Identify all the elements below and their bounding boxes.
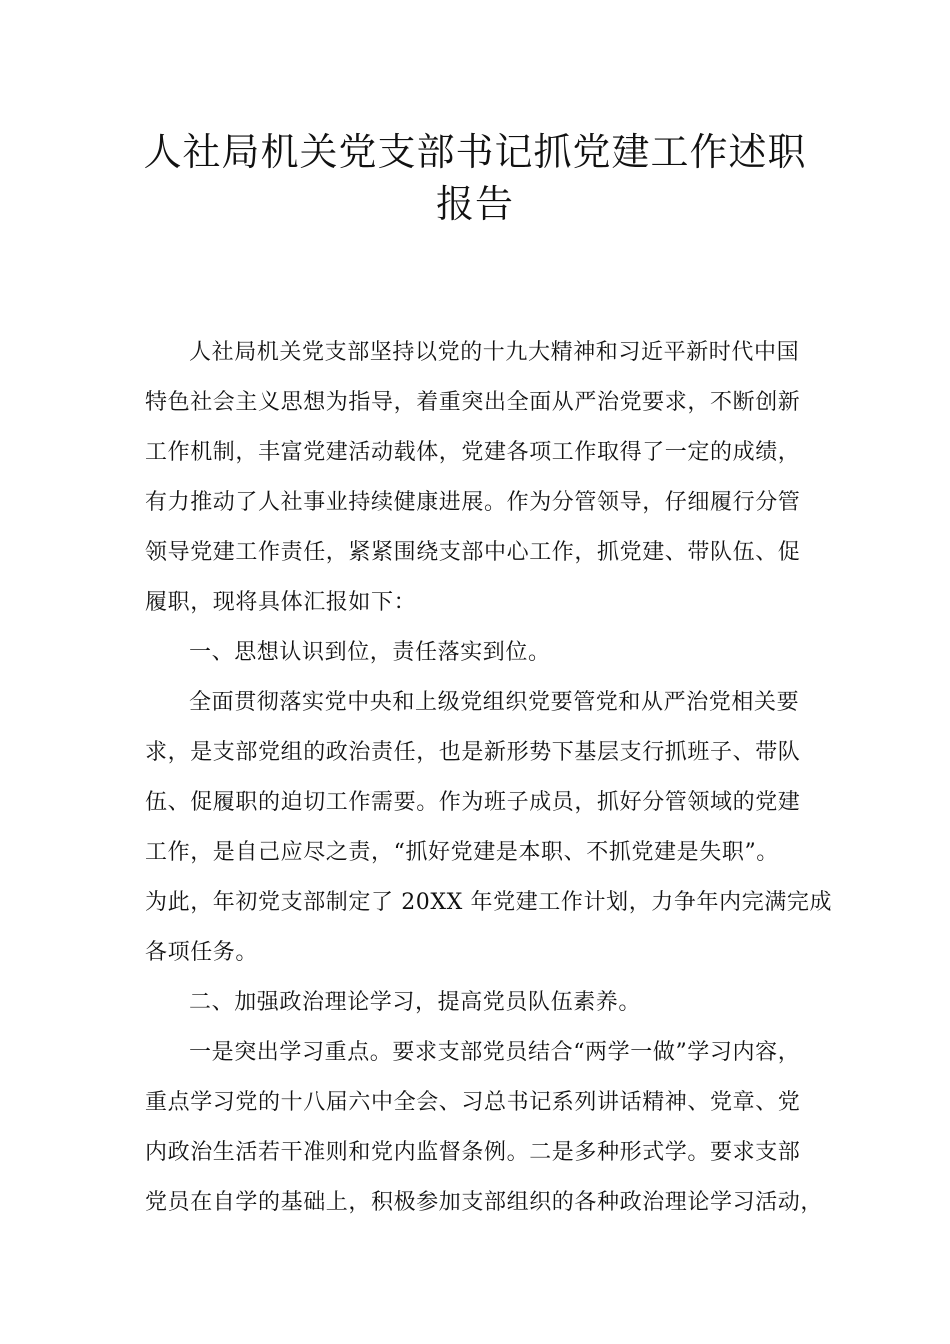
body-text-line: 二、加强政治理论学习，提高党员队伍素养。: [189, 990, 642, 1015]
body-text-line: 一是突出学习重点。要求支部党员结合“两学一做”学习内容，: [189, 1040, 801, 1065]
title-line: 人社局机关党支部书记抓党建工作述职: [143, 130, 807, 174]
body-text-line: 特色社会主义思想为指导，着重突出全面从严治党要求，不断创新: [145, 390, 801, 415]
title-line: 报告: [435, 182, 514, 226]
body-text-line: 一、思想认识到位，责任落实到位。: [189, 640, 551, 665]
body-text-line: 伍、促履职的迫切工作需要。作为班子成员，抓好分管领域的党建: [145, 790, 801, 815]
body-text-line: 人社局机关党支部坚持以党的十九大精神和习近平新时代中国: [189, 340, 800, 365]
body-text-line: 全面贯彻落实党中央和上级党组织党要管党和从严治党相关要: [189, 690, 800, 715]
body-text-line: 求，是支部党组的政治责任，也是新形势下基层支行抓班子、带队: [145, 740, 801, 765]
body-text-line: 各项任务。: [145, 940, 259, 965]
body-text-line: 履职，现将具体汇报如下：: [145, 590, 417, 615]
body-text-line: 工作机制，丰富党建活动载体，党建各项工作取得了一定的成绩，: [145, 440, 801, 465]
document-title: [120, 126, 830, 230]
body-text-line: 工作，是自己应尽之责，“抓好党建是本职、不抓党建是失职”。: [145, 840, 779, 865]
body-text-line: 内政治生活若干准则和党内监督条例。二是多种形式学。要求支部: [145, 1140, 801, 1165]
body-text-line: 有力推动了人社事业持续健康进展。作为分管领导，仔细履行分管: [145, 490, 801, 515]
body-text-line: 党员在自学的基础上，积极参加支部组织的各种政治理论学习活动，: [145, 1190, 824, 1215]
body-text-line: 领导党建工作责任，紧紧围绕支部中心工作，抓党建、带队伍、促: [145, 540, 801, 565]
body-text-line: 重点学习党的十八届六中全会、习总书记系列讲话精神、党章、党: [145, 1090, 801, 1115]
document-body: [145, 328, 833, 1228]
body-text-line: 为此，年初党支部制定了 20XX 年党建工作计划，力争年内完满完成: [145, 890, 833, 915]
